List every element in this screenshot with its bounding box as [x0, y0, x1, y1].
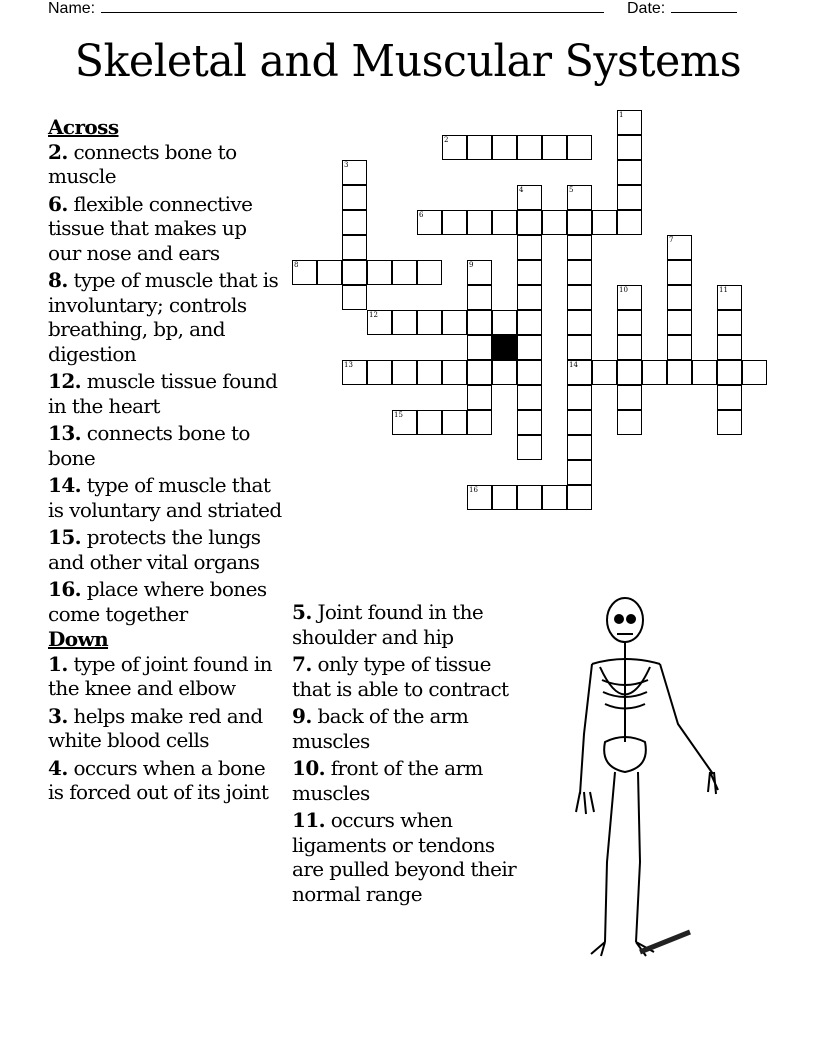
clue-text: occurs when a bone is forced out of its joint — [48, 755, 269, 804]
clue-text: place where bones come together — [48, 577, 267, 626]
across-clues — [48, 113, 283, 808]
cell-number: 4 — [519, 186, 524, 194]
clue-number: 9. — [292, 704, 312, 728]
grid-cell[interactable] — [417, 410, 442, 435]
clue-text: muscle tissue found in the heart — [48, 369, 278, 418]
date-line[interactable] — [671, 0, 737, 13]
clue-across-2 — [48, 140, 283, 189]
clue-number: 7. — [292, 652, 312, 676]
grid-cell[interactable] — [617, 210, 642, 235]
grid-cell[interactable] — [567, 235, 592, 260]
grid-cell[interactable] — [342, 360, 367, 385]
grid-cell[interactable] — [617, 285, 642, 310]
grid-cell[interactable] — [592, 360, 617, 385]
grid-cell[interactable] — [367, 310, 392, 335]
clue-number: 15. — [48, 525, 81, 549]
grid-cell[interactable] — [392, 410, 417, 435]
grid-cell[interactable] — [492, 485, 517, 510]
grid-cell[interactable] — [617, 335, 642, 360]
grid-cell[interactable] — [517, 385, 542, 410]
cell-number: 7 — [669, 236, 674, 244]
clue-down-7 — [292, 652, 524, 701]
clue-down-3 — [48, 704, 283, 753]
grid-cell[interactable] — [567, 385, 592, 410]
clue-text: flexible connective tissue that makes up our nose and ears — [48, 191, 253, 265]
clue-down-9 — [292, 704, 524, 753]
clue-across-6 — [48, 192, 283, 266]
grid-cell[interactable] — [667, 285, 692, 310]
clue-across-8 — [48, 268, 283, 366]
grid-cell[interactable] — [467, 135, 492, 160]
grid-cell[interactable] — [642, 360, 667, 385]
grid-cell[interactable] — [517, 410, 542, 435]
grid-cell[interactable] — [567, 210, 592, 235]
grid-cell[interactable] — [392, 260, 417, 285]
grid-cell[interactable] — [442, 210, 467, 235]
clue-down-5 — [292, 600, 524, 649]
clue-across-15 — [48, 525, 283, 574]
grid-cell[interactable] — [417, 360, 442, 385]
grid-cell[interactable] — [392, 310, 417, 335]
cell-number: 9 — [469, 261, 474, 269]
grid-cell[interactable] — [467, 335, 492, 360]
name-label: Name: — [48, 0, 96, 17]
grid-cell[interactable] — [467, 260, 492, 285]
across-clue-list — [48, 140, 283, 627]
grid-cell[interactable] — [617, 110, 642, 135]
cell-number: 13 — [344, 361, 353, 369]
clue-number: 10. — [292, 756, 325, 780]
grid-cell[interactable] — [517, 335, 542, 360]
clue-down-4 — [48, 756, 283, 805]
grid-cell[interactable] — [592, 210, 617, 235]
name-field[interactable] — [48, 0, 604, 18]
grid-cell[interactable] — [292, 260, 317, 285]
grid-cell[interactable] — [342, 285, 367, 310]
grid-cell-black — [492, 335, 517, 360]
clue-text: connects bone to muscle — [48, 139, 237, 188]
grid-cell[interactable] — [467, 385, 492, 410]
grid-cell[interactable] — [617, 160, 642, 185]
grid-cell[interactable] — [567, 310, 592, 335]
grid-cell[interactable] — [517, 310, 542, 335]
cell-number: 1 — [619, 111, 624, 119]
grid-cell[interactable] — [717, 360, 742, 385]
grid-cell[interactable] — [517, 285, 542, 310]
cell-number: 8 — [294, 261, 299, 269]
clue-number: 6. — [48, 191, 68, 216]
grid-cell[interactable] — [717, 385, 742, 410]
across-heading: Across — [48, 115, 119, 139]
skeleton-image — [570, 592, 735, 962]
clue-down-11 — [292, 808, 524, 906]
down-heading: Down — [48, 627, 109, 651]
clue-number: 12. — [48, 369, 81, 393]
cell-number: 16 — [469, 486, 478, 494]
grid-cell[interactable] — [467, 210, 492, 235]
down-clue-list-2 — [292, 600, 524, 906]
grid-cell[interactable] — [517, 360, 542, 385]
grid-cell[interactable] — [567, 410, 592, 435]
grid-cell[interactable] — [517, 135, 542, 160]
grid-cell[interactable] — [467, 360, 492, 385]
grid-cell[interactable] — [717, 335, 742, 360]
grid-cell[interactable] — [342, 160, 367, 185]
clue-text: type of muscle that is involuntary; controls breathing, bp, and digestion — [48, 268, 279, 366]
cell-number: 2 — [444, 136, 449, 144]
grid-cell[interactable] — [667, 260, 692, 285]
clue-number: 14. — [48, 473, 81, 497]
grid-cell[interactable] — [467, 310, 492, 335]
grid-cell[interactable] — [467, 285, 492, 310]
clue-down-10 — [292, 756, 524, 805]
clue-text: helps make red and white blood cells — [48, 703, 263, 752]
cell-number: 14 — [569, 361, 578, 369]
grid-cell[interactable] — [617, 185, 642, 210]
cell-number: 12 — [369, 311, 378, 319]
grid-cell[interactable] — [667, 360, 692, 385]
grid-cell[interactable] — [517, 210, 542, 235]
clue-across-14 — [48, 473, 283, 522]
clue-text: only type of tissue that is able to contract — [292, 652, 509, 701]
grid-cell[interactable] — [442, 410, 467, 435]
grid-cell[interactable] — [467, 485, 492, 510]
grid-cell[interactable] — [717, 410, 742, 435]
cell-number: 10 — [619, 286, 628, 294]
grid-cell[interactable] — [567, 135, 592, 160]
name-line[interactable] — [101, 0, 604, 13]
clue-text: type of muscle that is voluntary and striated — [48, 473, 282, 522]
clue-text: Joint found in the shoulder and hip — [292, 600, 484, 649]
clue-across-16 — [48, 577, 283, 626]
cell-number: 3 — [344, 161, 349, 169]
grid-cell[interactable] — [417, 260, 442, 285]
grid-cell[interactable] — [492, 360, 517, 385]
grid-cell[interactable] — [417, 310, 442, 335]
down-clue-list-1 — [48, 652, 283, 805]
clue-text: occurs when ligaments or tendons are pulled beyond their normal range — [292, 808, 517, 906]
grid-cell[interactable] — [492, 210, 517, 235]
grid-cell[interactable] — [342, 210, 367, 235]
clue-text: protects the lungs and other vital organs — [48, 525, 261, 574]
grid-cell[interactable] — [692, 360, 717, 385]
clue-number: 8. — [48, 268, 68, 292]
grid-cell[interactable] — [667, 235, 692, 260]
grid-cell[interactable] — [617, 360, 642, 385]
grid-cell[interactable] — [617, 135, 642, 160]
grid-cell[interactable] — [517, 235, 542, 260]
grid-cell[interactable] — [567, 285, 592, 310]
grid-cell[interactable] — [317, 260, 342, 285]
grid-cell[interactable] — [417, 210, 442, 235]
grid-cell[interactable] — [567, 260, 592, 285]
grid-cell[interactable] — [542, 210, 567, 235]
grid-cell[interactable] — [717, 285, 742, 310]
page-title: Skeletal and Muscular Systems — [74, 36, 742, 87]
clue-number: 1. — [48, 651, 68, 676]
grid-cell[interactable] — [567, 335, 592, 360]
grid-cell[interactable] — [542, 135, 567, 160]
grid-cell[interactable] — [517, 435, 542, 460]
date-label: Date: — [627, 0, 666, 17]
grid-cell[interactable] — [517, 260, 542, 285]
clue-number: 2. — [48, 139, 68, 164]
clue-text: back of the arm muscles — [292, 704, 469, 753]
grid-cell[interactable] — [392, 360, 417, 385]
grid-cell[interactable] — [342, 260, 367, 285]
grid-cell[interactable] — [717, 310, 742, 335]
grid-cell[interactable] — [367, 360, 392, 385]
clue-number: 13. — [48, 421, 81, 445]
clue-number: 5. — [292, 600, 312, 624]
grid-cell[interactable] — [442, 135, 467, 160]
grid-cell[interactable] — [567, 485, 592, 510]
cell-number: 15 — [394, 411, 403, 419]
clue-across-12 — [48, 369, 283, 418]
grid-cell[interactable] — [617, 385, 642, 410]
grid-cell[interactable] — [567, 460, 592, 485]
grid-cell[interactable] — [442, 310, 467, 335]
clue-down-1 — [48, 652, 283, 701]
grid-cell[interactable] — [742, 360, 767, 385]
cell-number: 11 — [719, 286, 728, 294]
grid-cell[interactable] — [567, 360, 592, 385]
grid-cell[interactable] — [567, 435, 592, 460]
clue-number: 3. — [48, 703, 68, 728]
grid-cell[interactable] — [342, 185, 367, 210]
clue-across-13 — [48, 421, 283, 470]
grid-cell[interactable] — [617, 410, 642, 435]
grid-cell[interactable] — [342, 235, 367, 260]
date-field[interactable] — [627, 0, 737, 18]
grid-cell[interactable] — [442, 360, 467, 385]
grid-cell[interactable] — [517, 185, 542, 210]
clue-text: front of the arm muscles — [292, 756, 483, 805]
cell-number: 6 — [419, 211, 424, 219]
grid-cell[interactable] — [517, 485, 542, 510]
clue-text: connects bone to bone — [48, 421, 250, 470]
grid-cell[interactable] — [617, 310, 642, 335]
clue-number: 4. — [48, 755, 68, 780]
grid-cell[interactable] — [542, 485, 567, 510]
clue-number: 11. — [292, 808, 325, 832]
grid-cell[interactable] — [667, 310, 692, 335]
grid-cell[interactable] — [492, 135, 517, 160]
grid-cell[interactable] — [667, 335, 692, 360]
cell-number: 5 — [569, 186, 574, 194]
clue-number: 16. — [48, 577, 81, 601]
clue-text: type of joint found in the knee and elbow — [48, 651, 272, 700]
grid-cell[interactable] — [367, 260, 392, 285]
grid-cell[interactable] — [567, 185, 592, 210]
grid-cell[interactable] — [467, 410, 492, 435]
grid-cell[interactable] — [492, 310, 517, 335]
down-clues-continued — [292, 600, 524, 909]
